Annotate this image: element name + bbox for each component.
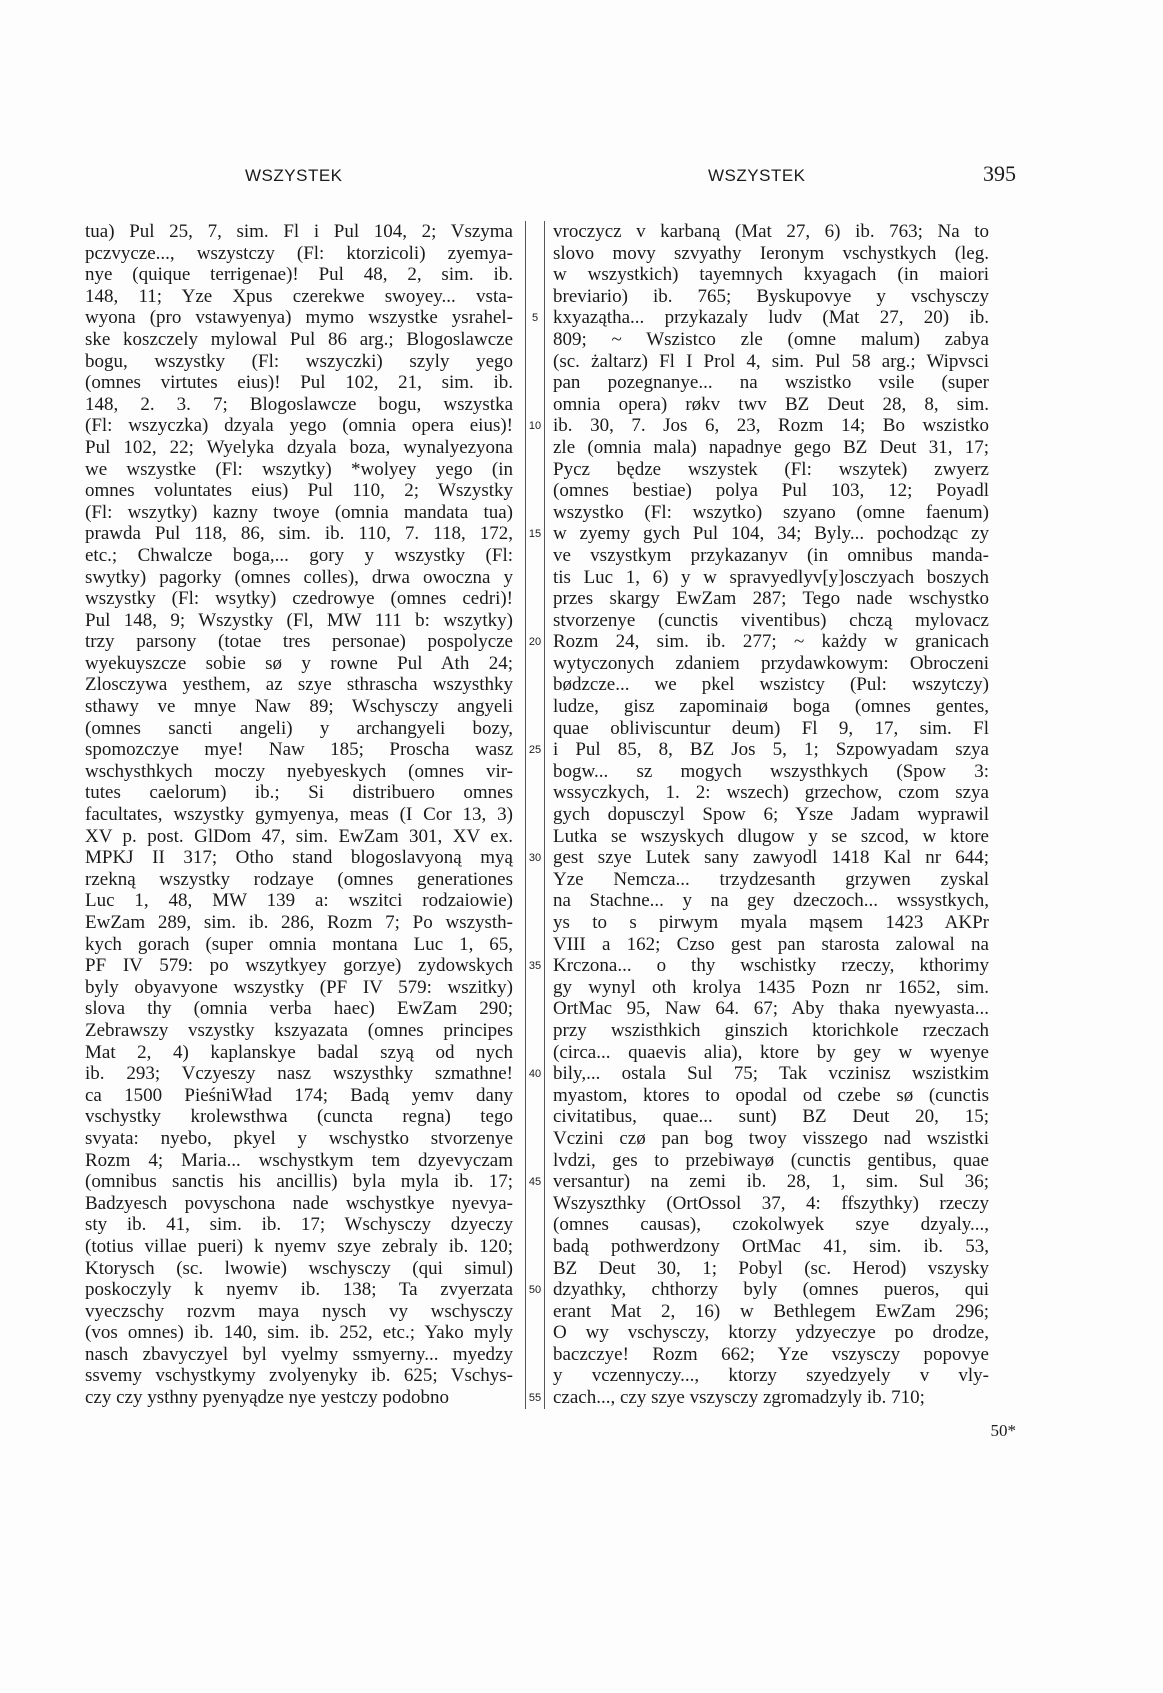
text-line: sthawy ve mnye Naw 89; Wschysczy angyeli [85, 696, 513, 718]
text-line: erant Mat 2, 16) w Bethlegem EwZam 296; [553, 1300, 989, 1322]
text-line: 148, 2. 3. 7; Blogoslawcze bogu, wszystka [85, 393, 513, 415]
line-number: 55 [528, 1392, 542, 1405]
text-line: sty ib. 41, sim. ib. 17; Wschysczy dzyeczy [85, 1214, 513, 1236]
text-line: tutes caelorum) ib.; Si distribuero omnes [85, 782, 513, 804]
text-line: Badzyesch povyschona nade wschystkye nyevya- [85, 1192, 513, 1214]
text-line: prawda Pul 118, 86, sim. ib. 110, 7. 118, 172, [85, 523, 513, 545]
text-line: badą pothwerdzony OrtMac 41, sim. ib. 53, [553, 1235, 989, 1257]
text-line: ca 1500 PieśniWład 174; Badą yemv dany [85, 1084, 513, 1106]
text-line: we wszystke (Fl: wszytky) *wolyey yego (in [85, 458, 513, 480]
text-line: myastom, ktores to opodal od czebe sø (cunctis [553, 1084, 989, 1106]
text-line: (omnibus sanctis his ancillis) byla myla ib. 17; [85, 1171, 513, 1193]
text-line: (vos omnes) ib. 140, sim. ib. 252, etc.; Yako myly [85, 1322, 513, 1344]
text-line: Pycz będze wszystek (Fl: wszytek) zwyerz [553, 458, 989, 480]
text-line: Pul 102, 22; Wyelyka dzyala boza, wynalyezyona [85, 436, 513, 458]
text-line: facultates, wszystky gymyenya, meas (I Cor 13, 3) [85, 804, 513, 826]
text-line: wschysthkych moczy nyebyeskych (omnes vir- [85, 760, 513, 782]
text-line: Zlosczywa yesthem, az szye sthrascha wszysthky [85, 674, 513, 696]
text-line: nye (quique terrigenae)! Pul 48, 2, sim. ib. [85, 264, 513, 286]
line-number: 25 [528, 744, 542, 757]
text-line: kych gorach (super omnia montana Luc 1, 65, [85, 933, 513, 955]
text-line: ys to s pirwym myala mąsem 1423 AKPr [553, 912, 989, 933]
text-line: 809; ~ Wszistco zle (omne malum) zabya [553, 328, 989, 350]
text-line: gest szye Lutek sany zawyodl 1418 Kal nr 644; [553, 847, 989, 869]
text-line: (sc. żaltarz) Fl I Prol 4, sim. Pul 58 arg.; Wipvsci [553, 350, 989, 372]
line-number: 5 [531, 312, 539, 325]
text-line: wytyczonych zdaniem przydawkowym: Obroczeni [553, 652, 989, 674]
text-line: (Fl: wszyczka) dzyala yego (omnia opera eius)! [85, 415, 513, 437]
page-number: 395 [983, 161, 1016, 186]
line-number: 20 [528, 636, 542, 649]
text-line: (omnes virtutes eius)! Pul 102, 21, sim. ib. [85, 372, 513, 394]
text-line: gych dopusczyl Spow 6; Ysze Jadam wyprawil [553, 804, 989, 826]
text-line: bødzcze... we pkel wszistcy (Pul: wszytczy) [553, 674, 989, 696]
text-line: (omnes bestiae) polya Pul 103, 12; Poyadl [553, 480, 989, 502]
text-line: ib. 30, 7. Jos 6, 23, Rozm 14; Bo wszistko [553, 415, 989, 437]
text-line: nasch zbavyczyel byl vyelmy ssmyerny... myedzy [85, 1343, 513, 1365]
text-line: Pul 148, 9; Wszystky (Fl, MW 111 b: wszytky) [85, 609, 513, 631]
text-line: EwZam 289, sim. ib. 286, Rozm 7; Po wszysth- [85, 912, 513, 933]
text-line: breviario) ib. 765; Byskupovye y vschysczy [553, 285, 989, 307]
text-line: Vczini czø pan bog twoy visszego nad wszistki [553, 1127, 989, 1149]
line-number: 15 [528, 528, 542, 541]
text-line: pczvycze..., wszystczy (Fl: ktorzicoli) zyemya- [85, 242, 513, 264]
text-line: omnia opera) røkv twv BZ Deut 28, 8, sim. [553, 393, 989, 415]
text-line: spomozczye mye! Naw 185; Proscha wasz [85, 739, 513, 761]
text-line: tua) Pul 25, 7, sim. Fl i Pul 104, 2; Vszyma [85, 221, 513, 242]
text-line: slovo movy szvyathy Ieronym vschystkych (leg. [553, 242, 989, 264]
text-line: Luc 1, 48, MW 139 a: wszitci rodzaiowie) [85, 890, 513, 912]
text-line: BZ Deut 30, 1; Pobyl (sc. Herod) vszysky [553, 1257, 989, 1279]
text-line: wssyczkych, 1. 2: wszech) grzechow, czom szya [553, 782, 989, 804]
text-line: przes skargy EwZam 287; Tego nade wschystko [553, 588, 989, 610]
text-line: etc.; Chwalcze boga,... gory y wszystky (Fl: [85, 544, 513, 566]
text-line: czy czy ysthny pyenyądze nye yestczy podobno [85, 1387, 450, 1409]
text-line: ssvemy vschystkymy zvolyenyky ib. 625; Vschys- [85, 1365, 513, 1387]
line-number: 40 [528, 1068, 542, 1081]
text-line: XV p. post. GlDom 47, sim. EwZam 301, XV ex. [85, 825, 513, 847]
text-line: kxyazątha... przykazaly ludv (Mat 27, 20) ib. [553, 307, 989, 329]
text-line: Krczona... o thy wschistky rzeczy, kthorimy [553, 955, 989, 977]
text-line: (circa... quaevis alia), ktore by gey w wyenye [553, 1041, 989, 1063]
left-running-head: WSZYSTEK [245, 166, 343, 185]
text-line: Wszyszthky (OrtOssol 37, 4: ffszythky) rzeczy [553, 1192, 989, 1214]
text-line: lvdzi, ges to przebiwayø (cunctis gentibus, quae [553, 1149, 989, 1171]
text-line: i Pul 85, 8, BZ Jos 5, 1; Szpowyadam szya [553, 739, 989, 761]
text-line: vroczycz v karbaną (Mat 27, 6) ib. 763; Na to [553, 221, 989, 242]
text-line: bogw... sz mogych wszysthkych (Spow 3: [553, 760, 989, 782]
text-line: OrtMac 95, Naw 64. 67; Aby thaka nyewyasta... [553, 998, 989, 1020]
text-line: Mat 2, 4) kaplanskye badal szyą od nych [85, 1041, 513, 1063]
left-column [85, 221, 513, 1409]
text-line: Yze Nemcza... trzydzesanth grzywen zyskal [553, 868, 989, 890]
text-line: civitatibus, quae... sunt) BZ Deut 20, 15; [553, 1106, 989, 1128]
text-line: (omnes sancti angeli) y archangyeli bozy, [85, 717, 513, 739]
text-line: ib. 293; Vczyeszy nasz wszysthky szmathne! [85, 1063, 513, 1085]
text-line: y vczennyczy..., ktorzy szyedzyely v vly- [553, 1365, 989, 1387]
text-line: pan pozegnanye... na wszistko vsile (super [553, 372, 989, 394]
text-line: trzy parsony (totae tres personae) pospolycze [85, 631, 513, 653]
text-line: (omnes causas), czokolwyek szye dzyaly..., [553, 1214, 989, 1236]
text-line: wyona (pro vstawyenya) mymo wszystke ysrahel- [85, 307, 513, 329]
text-line: stvorzenye (cunctis viventibus) chczą mylovacz [553, 609, 989, 631]
text-line: Lutka se wszyskych dlugow y se szcod, w ktore [553, 825, 989, 847]
text-line: byly obyavyone wszystky (PF IV 579: wszitky) [85, 976, 513, 998]
text-line: Rozm 24, sim. ib. 277; ~ każdy w granicach [553, 631, 989, 653]
text-line: bily,... ostala Sul 75; Tak vczinisz wszistkim [553, 1063, 989, 1085]
text-line: wyekuyszcze sobie sø y rowne Pul Ath 24; [85, 652, 513, 674]
text-line: baczczye! Rozm 662; Yze vszysczy popovye [553, 1343, 989, 1365]
text-line: wszystky (Fl: wsytky) czedrowye (omnes cedri)! [85, 588, 513, 610]
text-line: (Fl: wszytky) kazny twoye (omnia mandata tua) [85, 501, 513, 523]
line-number: 50 [528, 1284, 542, 1297]
text-line: omnes voluntates eius) Pul 110, 2; Wszystky [85, 480, 513, 502]
right-running-head: WSZYSTEK [708, 166, 806, 185]
text-line: ske koszczely mylowal Pul 86 arg.; Blogoslawcze [85, 328, 513, 350]
text-line: vyeczschy rozvm maya nysch vy wschysczy [85, 1300, 513, 1322]
text-line: swytky) pagorky (omnes colles), drwa owoczna y [85, 566, 513, 588]
text-line: ve vszystkym przykazanyv (in omnibus manda- [553, 544, 989, 566]
text-line: svyata: nyebo, pkyel y wschystko stvorzenye [85, 1127, 513, 1149]
text-line: na Stachne... y na gey dzeczoch... wssystkych, [553, 890, 989, 912]
text-line: rzekną wszystky rodzaye (omnes generationes [85, 868, 513, 890]
text-line: Zebrawszy vszystky kszyazata (omnes principes [85, 1019, 513, 1041]
text-line: MPKJ II 317; Otho stand blogoslavyoną myą [85, 847, 513, 869]
column-rule-left [525, 221, 526, 1409]
signature-mark: 50* [990, 1421, 1016, 1440]
text-line: 148, 11; Yze Xpus czerekwe swoyey... vsta- [85, 285, 513, 307]
text-line: w wszystkich) tayemnych kxyagach (in maiori [553, 264, 989, 286]
line-number: 10 [528, 420, 542, 433]
text-line: (totius villae pueri) k nyemv szye zebraly ib. 120; [85, 1235, 513, 1257]
text-line: poskoczyly k nyemv ib. 138; Ta zvyerzata [85, 1279, 513, 1301]
text-line: zle (omnia mala) napadnye gego BZ Deut 31, 17; [553, 436, 989, 458]
text-line: vschystky krolewsthwa (cuncta regna) tego [85, 1106, 513, 1128]
line-number: 35 [528, 960, 542, 973]
text-line: tis Luc 1, 6) y w spravyedlyv[y]osczyach boszych [553, 566, 989, 588]
text-line: VIII a 162; Czso gest pan starosta zalowal na [553, 933, 989, 955]
text-line: ludze, gisz zapominaiø boga (omnes gentes, [553, 696, 989, 718]
column-rule-right [544, 221, 545, 1409]
text-line: Rozm 4; Maria... wschystkym tem dzyevyczam [85, 1149, 513, 1171]
text-line: wszystko (Fl: wszytko) szyano (omne faenum) [553, 501, 989, 523]
text-line: slova thy (omnia verba haec) EwZam 290; [85, 998, 513, 1020]
text-line: czach..., czy szye vszysczy zgromadzyly ib. 710; [553, 1387, 925, 1409]
text-line: PF IV 579: po wszytkyey gorzye) zydowskych [85, 955, 513, 977]
line-number: 45 [528, 1176, 542, 1189]
text-line: quae obliviscuntur deum) Fl 9, 17, sim. Fl [553, 717, 989, 739]
text-line: bogu, wszystky (Fl: wszyczki) szyly yego [85, 350, 513, 372]
text-line: Ktorysch (sc. lwowie) wschysczy (qui simul) [85, 1257, 513, 1279]
text-line: versantur) na zemi ib. 28, 1, sim. Sul 36; [553, 1171, 989, 1193]
text-line: w zyemy gych Pul 104, 34; Byly... pochodząc zy [553, 523, 989, 545]
text-line: gy wynyl oth krolya 1435 Pozn nr 1652, sim. [553, 976, 989, 998]
line-number: 30 [528, 852, 542, 865]
text-line: przy wszisthkich ginszich ktorichkole rzeczach [553, 1019, 989, 1041]
text-line: O wy vschysczy, ktorzy ydzyeczye po drodze, [553, 1322, 989, 1344]
text-line: dzyathky, chthorzy byly (omnes pueros, qui [553, 1279, 989, 1301]
right-column [553, 221, 989, 1409]
